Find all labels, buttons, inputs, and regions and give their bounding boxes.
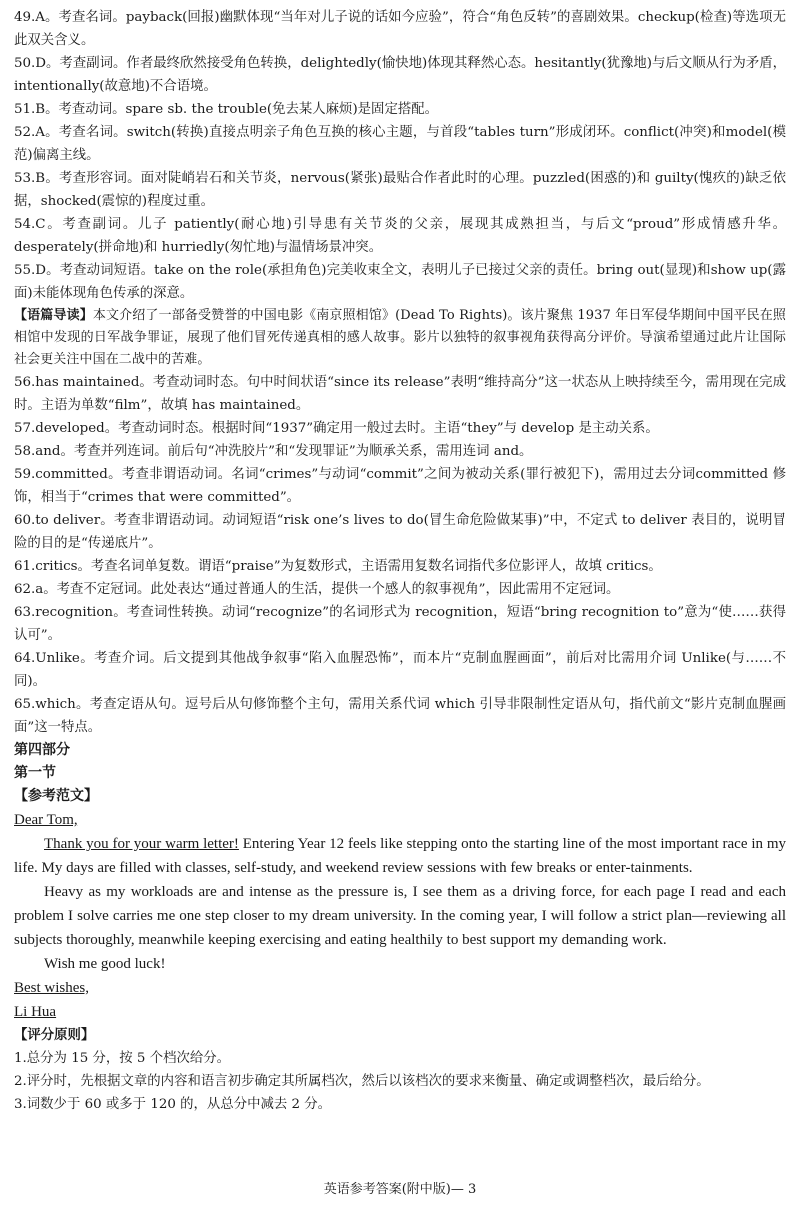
letter-paragraph-2: Heavy as my workloads are and intense as the pressure is, I see them as a driving force, for each page I read and each problem I solve carries me one step closer to my dream university. In the coming year, I will follow a strict plan—reviewing all subjects thoroughly, meanwhile keeping exercising and eating healthily to best support my demanding work. [14, 884, 786, 948]
page-footer: 英语参考答案(附中版)— 3 [323, 1182, 477, 1197]
answer-item-56: 56.has maintained。考查动词时态。句中时间状语“since its release”表明“维持高分”这一状态从上映持续至今，需用现在完成时。主语为单数“film”，故填 has maintained。 [14, 375, 786, 413]
answer-item-54: 54.C。考查副词。儿子 patiently(耐心地)引导患有关节炎的父亲，展现其成熟担当，与后文“proud”形成情感升华。desperately(拼命地)和 hurriedly(匆忙地)与温情场景冲突。 [14, 217, 786, 255]
letter-paragraph-1 [14, 832, 786, 880]
scoring-rule-3: 3.词数少于 60 或多于 120 的，从总分中减去 2 分。 [14, 1097, 332, 1112]
reading-guide [14, 305, 786, 371]
answer-item-61: 61.critics。考查名词单复数。谓语“praise”为复数形式，主语需用复数名词指代多位影评人，故填 critics。 [14, 559, 662, 574]
answer-item-53: 53.B。考查形容词。面对陡峭岩石和关节炎，nervous(紧张)最贴合作者此时的心理。puzzled(困惑的)和 guilty(愧疚的)缺乏依据，shocked(震惊的)程度过重。 [14, 171, 786, 209]
sample-essay-heading: 【参考范文】 [14, 788, 98, 804]
answer-item-57: 57.developed。考查动词时态。根据时间“1937”确定用一般过去时。主语“they”与 develop 是主动关系。 [14, 421, 659, 436]
answer-item-60: 60.to deliver。考查非谓语动词。动词短语“risk one’s lives to do(冒生命危险做某事)”中，不定式 to deliver 表目的，说明冒险的目的是“传递底片”。 [14, 513, 786, 551]
part-title: 第四部分 [14, 742, 70, 758]
letter-paragraph-3: Wish me good luck! [44, 956, 166, 972]
answer-item-51: 51.B。考查动词。spare sb. the trouble(免去某人麻烦)是固定搭配。 [14, 102, 439, 117]
answer-item-64: 64.Unlike。考查介词。后文提到其他战争叙事“陷入血腥恐怖”，而本片“克制血腥画面”，前后对比需用介词 Unlike(与……不同)。 [14, 651, 786, 689]
answer-item-49: 49.A。考查名词。payback(回报)幽默体现“当年对儿子说的话如今应验”，符合“角色反转”的喜剧效果。checkup(检查)等选项无此双关含义。 [14, 10, 786, 48]
letter-signature: Li Hua [14, 1004, 57, 1020]
answer-item-59: 59.committed。考查非谓语动词。名词“crimes”与动词“commit”之间为被动关系(罪行被犯下)，需用过去分词committed 修饰，相当于“crimes that were committed”。 [14, 467, 786, 505]
answers-group-1 [14, 6, 786, 305]
answer-item-63: 63.recognition。考查词性转换。动词“recognize”的名词形式为 recognition，短语“bring recognition to”意为“使……获得认可”。 [14, 605, 786, 643]
scoring-rule-2: 2.评分时，先根据文章的内容和语言初步确定其所属档次，然后以该档次的要求来衡量、确定或调整档次，最后给分。 [14, 1074, 710, 1089]
letter-greeting: Dear Tom, [14, 812, 78, 828]
answer-item-52: 52.A。考查名词。switch(转换)直接点明亲子角色互换的核心主题，与首段“tables turn”形成闭环。conflict(冲突)和model(模范)偏离主线。 [14, 125, 786, 163]
reading-guide-text: 本文介绍了一部备受赞誉的中国电影《南京照相馆》(Dead To Rights)。该片聚焦 1937 年日军侵华期间中国平民在照相馆中发现的日军战争罪证，展现了他们冒死传递真相的感人故事。影片以独特的叙事视角获得高分评价。导演希望通过此片让国际社会更关注中国在二战中的苦难。 [14, 308, 786, 367]
answer-item-62: 62.a。考查不定冠词。此处表达“通过普通人的生活，提供一个感人的叙事视角”，因此需用不定冠词。 [14, 582, 620, 597]
letter-paragraph-1-rest: Entering Year 12 feels like stepping onto the starting line of the most important race in my life. My days are filled with classes, self-study, and weekend review sessions with few breaks or enter-tainments. [14, 836, 786, 876]
answers-group-2 [14, 371, 786, 739]
scoring-rules [14, 1024, 786, 1116]
letter-closing: Best wishes, [14, 980, 89, 996]
answer-item-58: 58.and。考查并列连词。前后句“冲洗胶片”和“发现罪证”为顺承关系，需用连词 and。 [14, 444, 533, 459]
answer-item-50: 50.D。考查副词。作者最终欣然接受角色转换，delightedly(愉快地)体现其释然心态。hesitantly(犹豫地)与后文顺从行为矛盾，intentionally(故意地)不合语境。 [14, 56, 786, 94]
answer-item-55: 55.D。考查动词短语。take on the role(承担角色)完美收束全文，表明儿子已接过父亲的责任。bring out(显现)和show up(露面)未能体现角色传承的深意。 [14, 263, 786, 301]
scoring-rules-heading: 【评分原则】 [14, 1027, 95, 1043]
letter-opening-sentence: Thank you for your warm letter! [44, 836, 239, 852]
sample-letter [14, 808, 786, 1024]
section-title: 第一节 [14, 765, 56, 781]
reading-guide-tag: 【语篇导读】 [14, 308, 93, 323]
answer-item-65: 65.which。考查定语从句。逗号后从句修饰整个主句，需用关系代词 which 引导非限制性定语从句，指代前文“影片克制血腥画面”这一特点。 [14, 697, 786, 735]
scoring-rule-1: 1.总分为 15 分，按 5 个档次给分。 [14, 1051, 231, 1066]
